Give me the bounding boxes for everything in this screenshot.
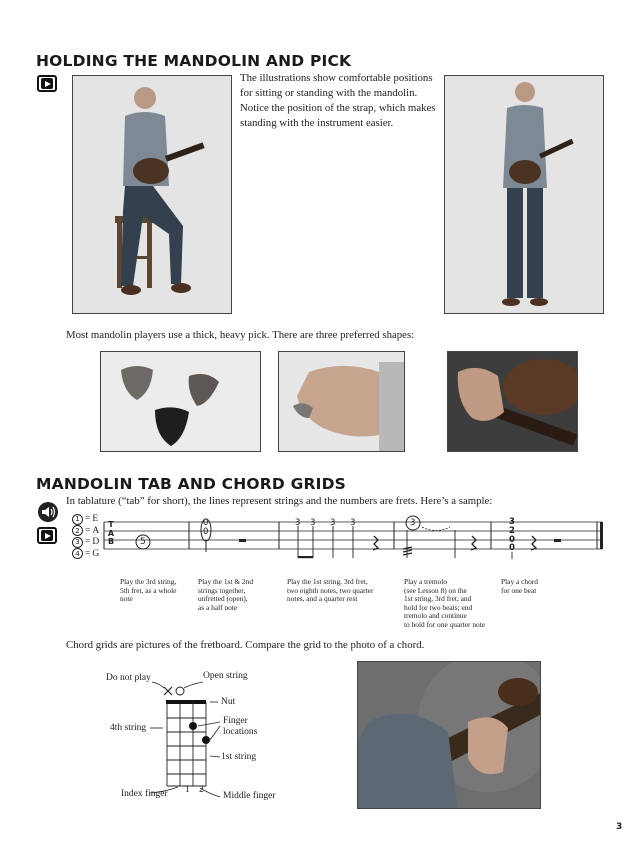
photo-pick-shapes <box>100 351 261 452</box>
label-fourth-string: 4th string <box>110 723 147 733</box>
string-label: 3 = D <box>72 536 102 548</box>
tab-number: 3 <box>295 518 301 528</box>
section-heading-tab: MANDOLIN TAB AND CHORD GRIDS <box>36 475 347 493</box>
tab-caption: Play a tremolo (see Lesson 8) on the 1st string, 3rd fret, and hold for two beats; end tremolo and continue to hold for one quarter note <box>404 577 486 629</box>
tab-caption: Play the 1st & 2nd strings together, unfretted (open), as a half note <box>198 577 254 612</box>
tab-caption: Play the 3rd string, 5th fret, as a whole note <box>120 577 177 604</box>
holding-intro-text: The illustrations show comfortable positions for sitting or standing with the mandolin. Notice the position of the strap, which makes standing with the instrument easier. <box>240 72 436 129</box>
tab-clef: T A B <box>107 520 115 546</box>
label-index-finger: Index finger <box>121 789 168 799</box>
tab-caption: Play the 1st string, 3rd fret, two eighth notes, two quarter notes, and a quarter rest <box>287 577 374 604</box>
tab-number: 3 <box>350 518 356 528</box>
label-nut: Nut <box>221 697 236 707</box>
tab-number: 5 <box>140 537 146 547</box>
label-middle-finger: Middle finger <box>223 791 276 801</box>
photo-picking-hand <box>447 351 578 452</box>
tab-chord-numbers: 3 2 0 0 <box>509 517 515 554</box>
string-labels <box>72 513 102 559</box>
pick-text: Most mandolin players use a thick, heavy pick. There are three preferred shapes: <box>66 329 415 341</box>
play-video-button[interactable] <box>37 75 57 92</box>
string-label: 1 = E <box>72 513 102 525</box>
finger-number: 1 <box>185 785 190 795</box>
photo-seated-player <box>72 75 232 314</box>
play-icon <box>45 533 51 539</box>
string-label: 2 = A <box>72 525 102 536</box>
finger-number: 2 <box>199 785 204 795</box>
label-first-string: 1st string <box>221 752 257 762</box>
play-icon <box>45 81 51 87</box>
section-heading-holding: HOLDING THE MANDOLIN AND PICK <box>36 52 352 70</box>
tab-number: 3 <box>330 518 336 528</box>
tab-number: 0 <box>203 518 209 528</box>
chord-grid-text: Chord grids are pictures of the fretboard. Compare the grid to the photo of a chord. <box>66 639 425 651</box>
audio-icon[interactable] <box>37 501 59 523</box>
photo-standing-player <box>444 75 604 314</box>
label-do-not-play: Do not play <box>106 673 151 683</box>
photo-pick-grip <box>278 351 405 452</box>
tab-caption: Play a chord for one beat <box>501 577 538 595</box>
tab-intro-text: In tablature (“tab” for short), the lines represent strings and the numbers are frets. Here’s a sample: <box>66 495 493 507</box>
photo-chord-hand <box>357 661 541 809</box>
string-label: 4 = G <box>72 548 102 559</box>
page-number: 3 <box>616 822 623 832</box>
play-video-button-tab[interactable] <box>37 527 57 544</box>
tab-number: 0 <box>203 527 209 537</box>
tab-number: 3 <box>310 518 316 528</box>
tab-number: 3 <box>410 518 416 528</box>
label-finger-locations: Finger locations <box>223 716 258 737</box>
label-open-string: Open string <box>203 671 248 681</box>
